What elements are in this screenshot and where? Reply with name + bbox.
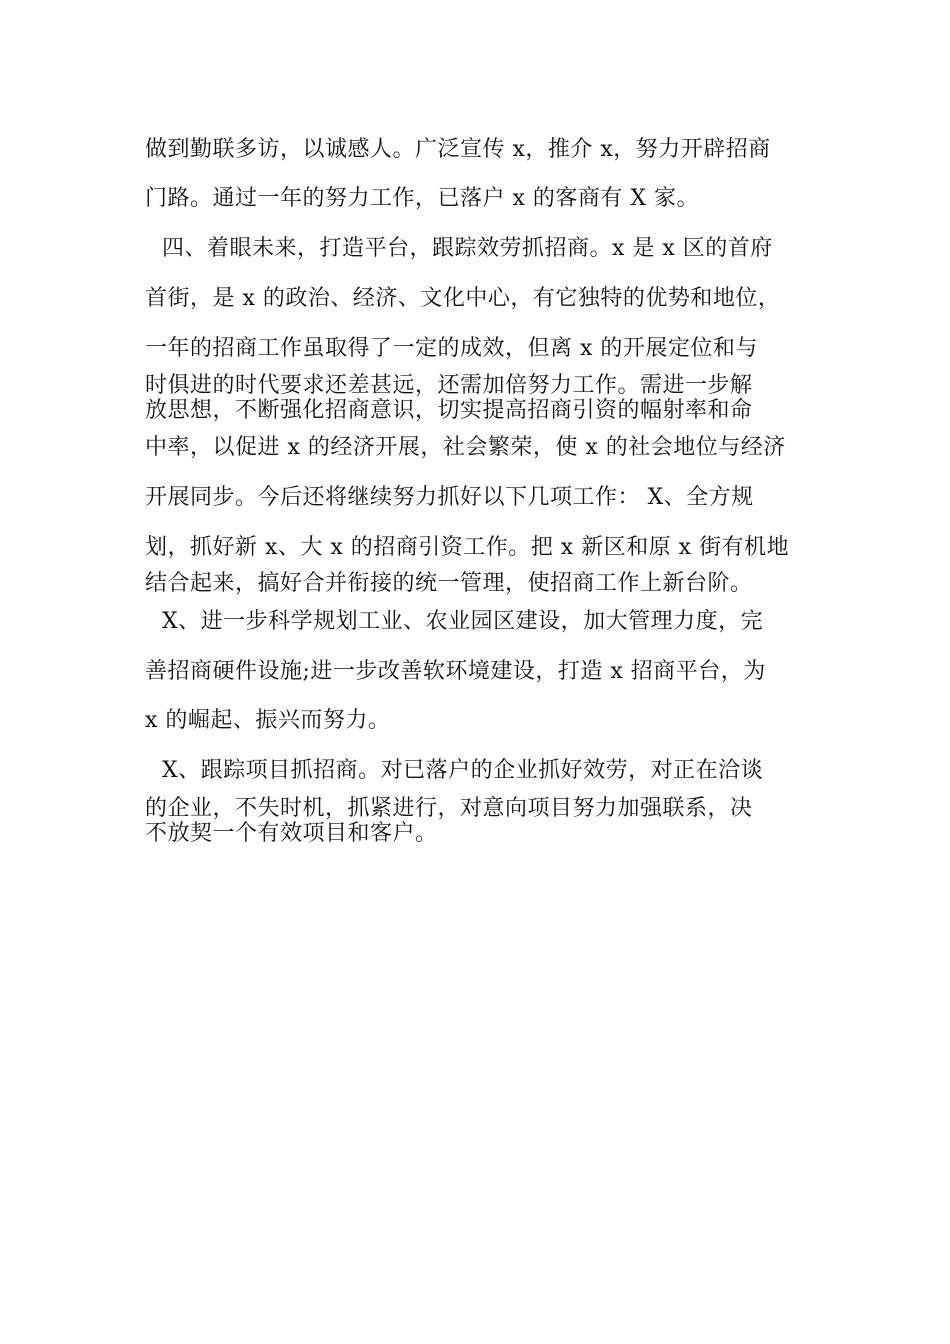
text-line-2: 门路。通过一年的努力工作，已落户 x 的客商有 X 家。 xyxy=(145,186,700,211)
text-line-12: X、进一步科学规划工业、农业园区建设，加大管理力度，完 xyxy=(162,609,764,634)
text-line-9: 开展同步。今后还将继续努力抓好以下几项工作： X、全方规 xyxy=(145,485,754,510)
text-line-3: 四、着眼未来，打造平台，跟踪效劳抓招商。x 是 x 区的首府 xyxy=(162,236,773,261)
text-line-5: 一年的招商工作虽取得了一定的成效，但离 x 的开展定位和与 xyxy=(145,336,758,361)
text-line-17: 不放契一个有效项目和客户。 xyxy=(145,821,438,846)
text-line-14: x 的崛起、振兴而努力。 xyxy=(145,708,391,733)
text-line-1: 做到勤联多访，以诚感人。广泛宣传 x，推介 x，努力开辟招商 xyxy=(145,137,771,162)
text-line-8: 中率，以促进 x 的经济开展，社会繁荣，使 x 的社会地位与经济 xyxy=(145,435,786,460)
text-line-13: 善招商硬件设施;进一步改善软环境建设，打造 x 招商平台，为 xyxy=(145,659,766,684)
text-line-16: 的企业，不失时机，抓紧进行，对意向项目努力加强联系，决 xyxy=(145,796,753,821)
text-line-4: 首街，是 x 的政治、经济、文化中心，有它独特的优势和地位， xyxy=(145,286,781,311)
text-line-7: 放思想，不断强化招商意识，切实提高招商引资的幅射率和命 xyxy=(145,398,753,423)
text-line-6: 时俱进的时代要求还差甚远，还需加倍努力工作。需进一步解 xyxy=(145,373,753,398)
text-line-11: 结合起来，搞好合并衔接的统一管理，使招商工作上新台阶。 xyxy=(145,571,753,596)
text-line-15: X、跟踪项目抓招商。对已落户的企业抓好效劳，对正在洽谈 xyxy=(162,758,764,783)
text-line-10: 划，抓好新 x、大 x 的招商引资工作。把 x 新区和原 x 街有机地 xyxy=(145,535,790,560)
